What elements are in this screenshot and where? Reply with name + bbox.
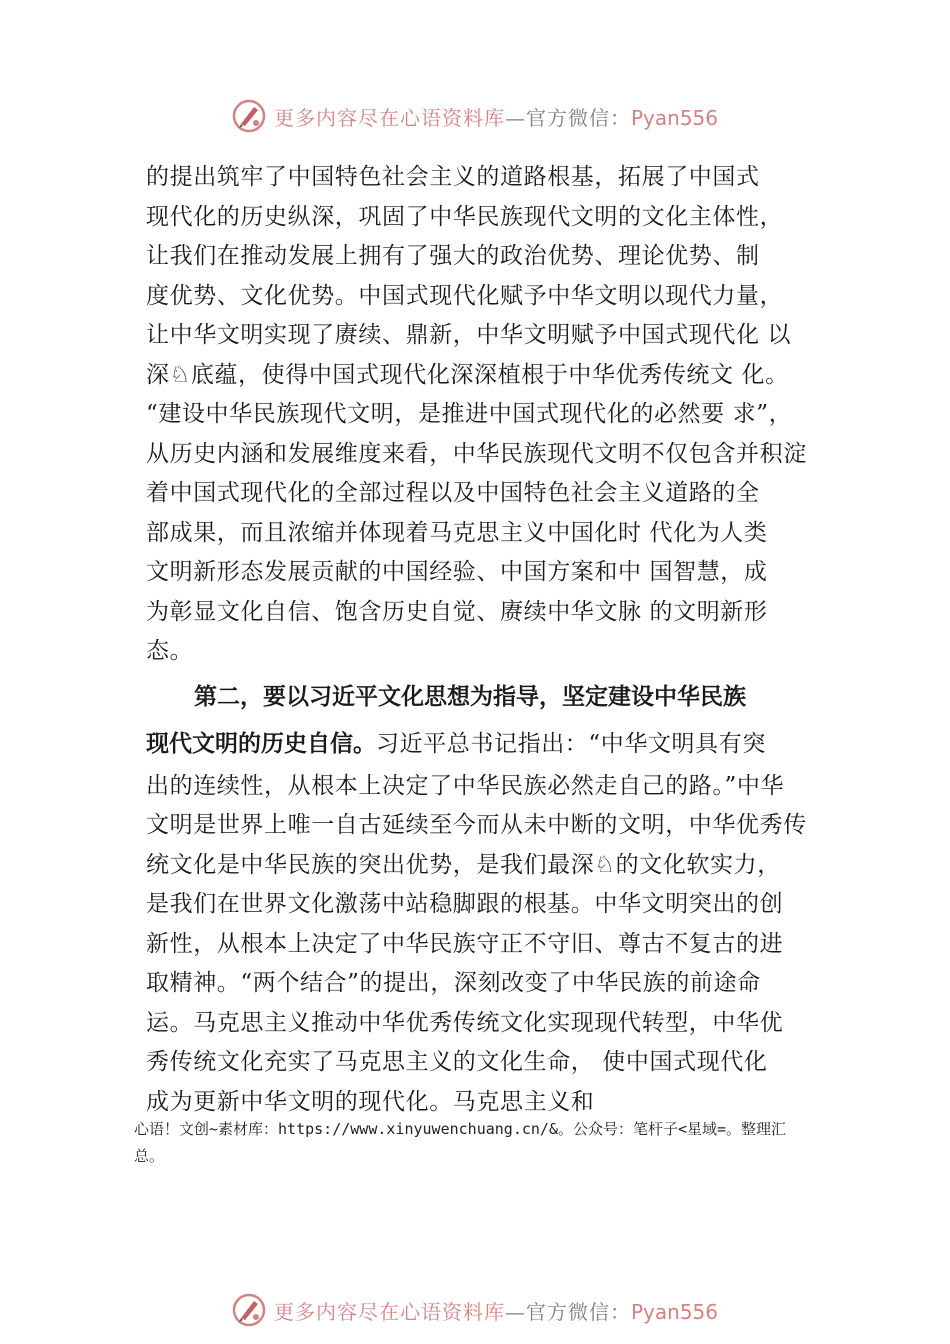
body-line: 文明是世界上唯一自古延续至今而从未中断的文明，中华优秀传 [146,812,807,838]
body-line: 让我们在推动发展上拥有了强大的政治优势、理论优势、制 [146,243,760,269]
section-heading-end: 现代文明的历史自信。 [146,730,376,757]
body-line: 秀传统文化充实了马克思主义的文化生命， 使中国式现代化 [146,1049,768,1075]
section-heading: 第二，要以习近平文化思想为指导，坚定建设中华民族 [194,683,746,710]
body-line: 着中国式现代化的全部过程以及中国特色社会主义道路的全 [146,480,760,506]
body-line: 态。 [146,638,194,664]
body-line: 部成果，而且浓缩并体现着马克思主义中国化时 代化为人类 [146,519,768,546]
watermark-text [274,102,718,131]
watermark-part2: —官方微信： [504,1299,631,1324]
watermark-part1: 更多内容尽在心语资料库 [273,105,505,130]
watermark-part2: —官方微信： [504,105,631,130]
document-body [146,158,826,1122]
body-line: 为彰显文化自信、饱含历史自觉、赓续中华文脉 的文明新形 [146,598,768,625]
footnote-line: 总。 [134,1147,165,1165]
body-line: 从历史内涵和发展维度来看，中华民族现代文明不仅包含并积淀 [146,440,807,467]
header-watermark [0,96,950,136]
watermark-text [274,1296,718,1325]
body-line: 的提出筑牢了中国特色社会主义的道路根基，拓展了中国式 [146,164,760,190]
body-line: 现代化的历史纵深，巩固了中华民族现代文明的文化主体性， [146,203,784,230]
body-line: 是我们在世界文化激荡中站稳脚跟的根基。中华文明突出的创 [146,891,784,917]
footer-watermark [0,1290,950,1330]
body-line: 成为更新中华文明的现代化。马克思主义和 [146,1088,595,1115]
body-line: 运。马克思主义推动中华优秀传统文化实现现代转型，中华优 [146,1009,784,1036]
watermark-wechat-id: Pyan556 [630,105,718,130]
body-line: 取精神。“两个结合”的提出，深刻改变了中华民族的前途命 [146,970,761,996]
body-line: 让中华文明实现了赓续、鼎新，中华文明赋予中国式现代化 以 [146,322,792,348]
watermark-part1: 更多内容尽在心语资料库 [273,1299,505,1324]
body-line: 深♘底蕴，使得中国式现代化深深植根于中华优秀传统文 化。 [146,361,789,388]
watermark-wechat-id: Pyan556 [630,1299,718,1324]
body-line: “建设中华民族现代文明，是推进中国式现代化的必然要 求”， [146,401,793,427]
footnote-line: 心语！文创~素材库：https://www.xinyuwenchuang.cn/&。公众号：笔杆子<星域=。整理汇 [134,1120,787,1138]
body-line: 出的连续性，从根本上决定了中华民族必然走自己的路。”中华 [146,772,785,799]
body-line: 统文化是中华民族的突出优势，是我们最深♘的文化软实力， [146,851,781,878]
body-line: 文明新形态发展贡献的中国经验、中国方案和中 国智慧，成 [146,559,768,585]
body-line-rest: 习近平总书记指出：“中华文明具有突 [376,730,766,757]
section-heading-continuation [146,722,826,767]
quill-logo-icon [232,99,266,133]
quill-logo-icon [232,1293,266,1327]
footnote [134,1116,839,1170]
body-line: 度优势、文化优势。中国式现代化赋予中华文明以现代力量， [146,282,784,309]
body-line: 新性，从根本上决定了中华民族守正不守旧、尊古不复古的进 [146,930,784,957]
